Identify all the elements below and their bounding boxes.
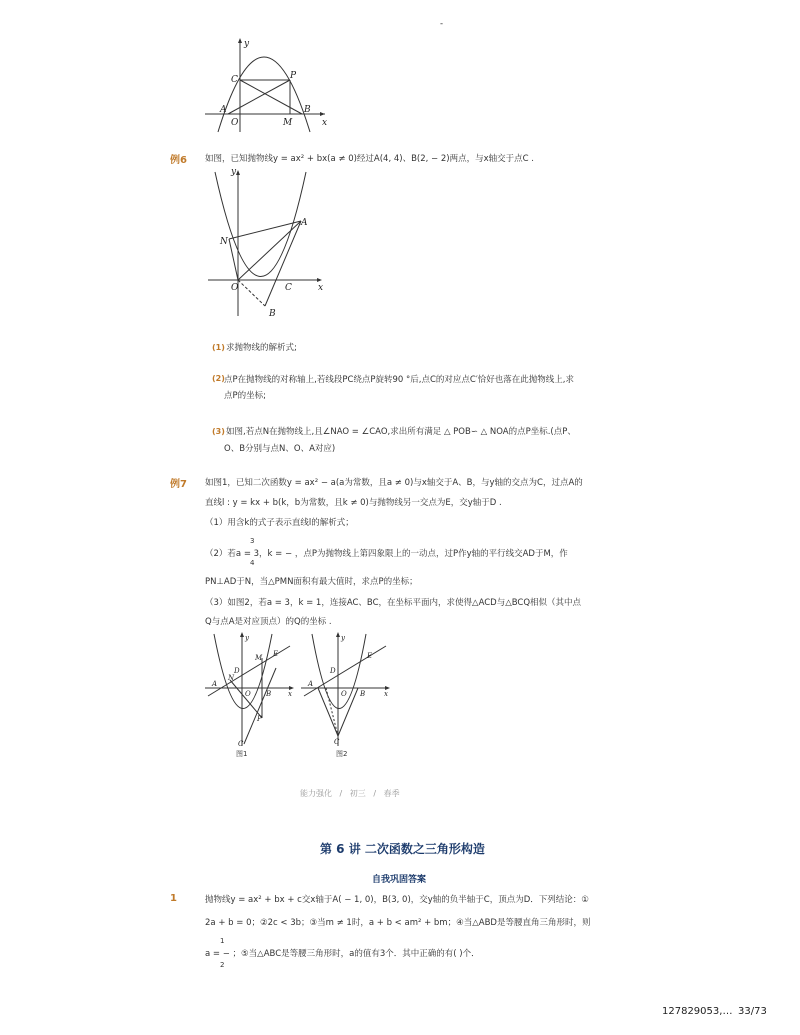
label-B: B: [269, 309, 276, 319]
figure-1-graph: [200, 628, 300, 760]
footer-breadcrumb: [300, 788, 400, 799]
ex6-q2-line2: 点P的坐标;: [224, 391, 266, 401]
fig1-label-E: E: [273, 650, 279, 658]
section-title: 自我巩固答案: [372, 875, 427, 885]
ex6-q2-number: (2): [212, 374, 225, 383]
footer-sep2: /: [373, 789, 377, 798]
fig1-label-D: D: [234, 667, 240, 675]
fig2-label-D: D: [330, 667, 336, 675]
parabola-graph-top: [200, 32, 340, 137]
fig1-label-M: M: [255, 654, 263, 662]
label-O: O: [231, 283, 239, 293]
ex6-q1-number: (1): [212, 343, 225, 352]
ex6-q3-number: (3): [212, 427, 225, 436]
ex7-line7: Q与点A是对应顶点）的Q的坐标 .: [205, 617, 332, 627]
q1-fraction-numerator: 1: [220, 937, 225, 945]
fig1-label-N: N: [228, 674, 235, 682]
ex6-q1-text: 求抛物线的解析式;: [226, 343, 297, 353]
parabola-curve: [312, 634, 366, 709]
ex7-line1: 如图1，已知二次函数y = ax² − a(a为常数，且a ≠ 0)与x轴交于A、B，与y轴的交点为C，过点A的: [205, 478, 583, 488]
fig1-label-B: B: [266, 690, 272, 698]
fig2-label-C: C: [334, 738, 340, 746]
fig1-label-y: y: [245, 634, 249, 642]
label-y: y: [231, 167, 237, 177]
figure-1-caption: 图1: [236, 750, 248, 758]
q1-line2: 2a + b = 0；②2c < 3b；③当m ≠ 1时，a + b < am² + bm；④当△ABD是等腰直角三角形时，则: [205, 918, 591, 928]
footer-part1: 能力强化: [300, 789, 332, 798]
label-x: x: [318, 283, 324, 293]
footer-part3: 春季: [383, 789, 400, 798]
label-B: B: [304, 105, 311, 115]
ex7-line5: PN⊥AD于N，当△PMN面积有最大值时，求点P的坐标；: [205, 577, 418, 587]
example-6-label: 例6: [170, 155, 187, 166]
q1-fraction-denominator: 2: [220, 961, 225, 969]
label-P: P: [290, 71, 297, 81]
ex6-q3-line2: O、B分别与点N、O、A对应): [224, 444, 336, 454]
ex6-q2-line1: 点P在抛物线的对称轴上,若线段PC绕点P旋转90 °后,点C的对应点C′恰好也落在此抛物线上,求: [224, 375, 574, 385]
fig2-label-B: B: [360, 690, 366, 698]
ex7-line3: （1）用含k的式子表示直线l的解析式；: [205, 518, 354, 528]
label-O: O: [231, 118, 239, 128]
q1-line1: 抛物线y = ax² + bx + c交x轴于A( − 1, 0)，B(3, 0)，交y轴的负半轴于C，顶点为D．下列结论：①: [205, 895, 589, 905]
footer-sep1: /: [339, 789, 343, 798]
lecture-title: 第 6 讲 二次函数之三角形构造: [320, 842, 485, 856]
label-C: C: [231, 75, 238, 85]
example-6-intro: 如图，已知抛物线y = ax² + bx(a ≠ 0)经过A(4, 4)、B(2, − 2)两点，与x轴交于点C .: [205, 154, 534, 164]
fig1-label-A: A: [212, 680, 218, 688]
figure-2-graph: [296, 628, 396, 760]
label-N: N: [220, 237, 228, 247]
label-M: M: [283, 118, 293, 128]
ex7-line4: （2）若a = 3，k = − ，点P为抛物线上第四象限上的一动点，过P作y轴的平行线交AD于M，作: [205, 549, 568, 559]
fig1-label-x: x: [288, 690, 292, 698]
ex7-line6: （3）如图2，若a = 3，k = 1，连接AC、BC，在坐标平面内，求使得△ACD与△BCQ相似（其中点: [205, 598, 582, 608]
fig1-label-O: O: [245, 690, 251, 698]
ex7-fraction-denominator: 4: [250, 559, 255, 567]
label-A: A: [220, 105, 227, 115]
fig2-label-x: x: [384, 690, 388, 698]
fig1-label-P: P: [257, 715, 262, 723]
example-7-label: 例7: [170, 479, 187, 490]
label-A: A: [301, 218, 308, 228]
fig2-label-O: O: [341, 690, 347, 698]
figure-2-caption: 图2: [336, 750, 348, 758]
label-C: C: [285, 283, 292, 293]
ex7-fraction-numerator: 3: [250, 537, 255, 545]
label-y: y: [244, 39, 250, 49]
q1-line3: a = − ；⑤当△ABC是等腰三角形时，a的值有3个．其中正确的有( )个．: [205, 949, 480, 959]
ex6-q3-line1: 如图,若点N在抛物线上,且∠NAO = ∠CAO,求出所有满足 △ POB∽ △ NOA的点P坐标.(点P、: [226, 427, 576, 437]
parabola-curve: [215, 172, 306, 277]
fig1-label-C: C: [238, 740, 244, 748]
parabola-graph-ex6: [205, 166, 330, 324]
fig2-label-E: E: [367, 652, 373, 660]
ex7-line2: 直线l : y = kx + b(k，b为常数，且k ≠ 0)与抛物线另一交点为E，交y轴于D .: [205, 498, 502, 508]
footer-part2: 初三: [349, 789, 366, 798]
top-mark: -: [440, 19, 444, 29]
question-1-number: 1: [170, 893, 177, 904]
label-x: x: [322, 118, 328, 128]
page-number: 33/73: [738, 1006, 767, 1017]
fig2-label-A: A: [308, 680, 314, 688]
document-id: 127829053,…: [662, 1006, 733, 1017]
fig2-label-y: y: [341, 634, 345, 642]
